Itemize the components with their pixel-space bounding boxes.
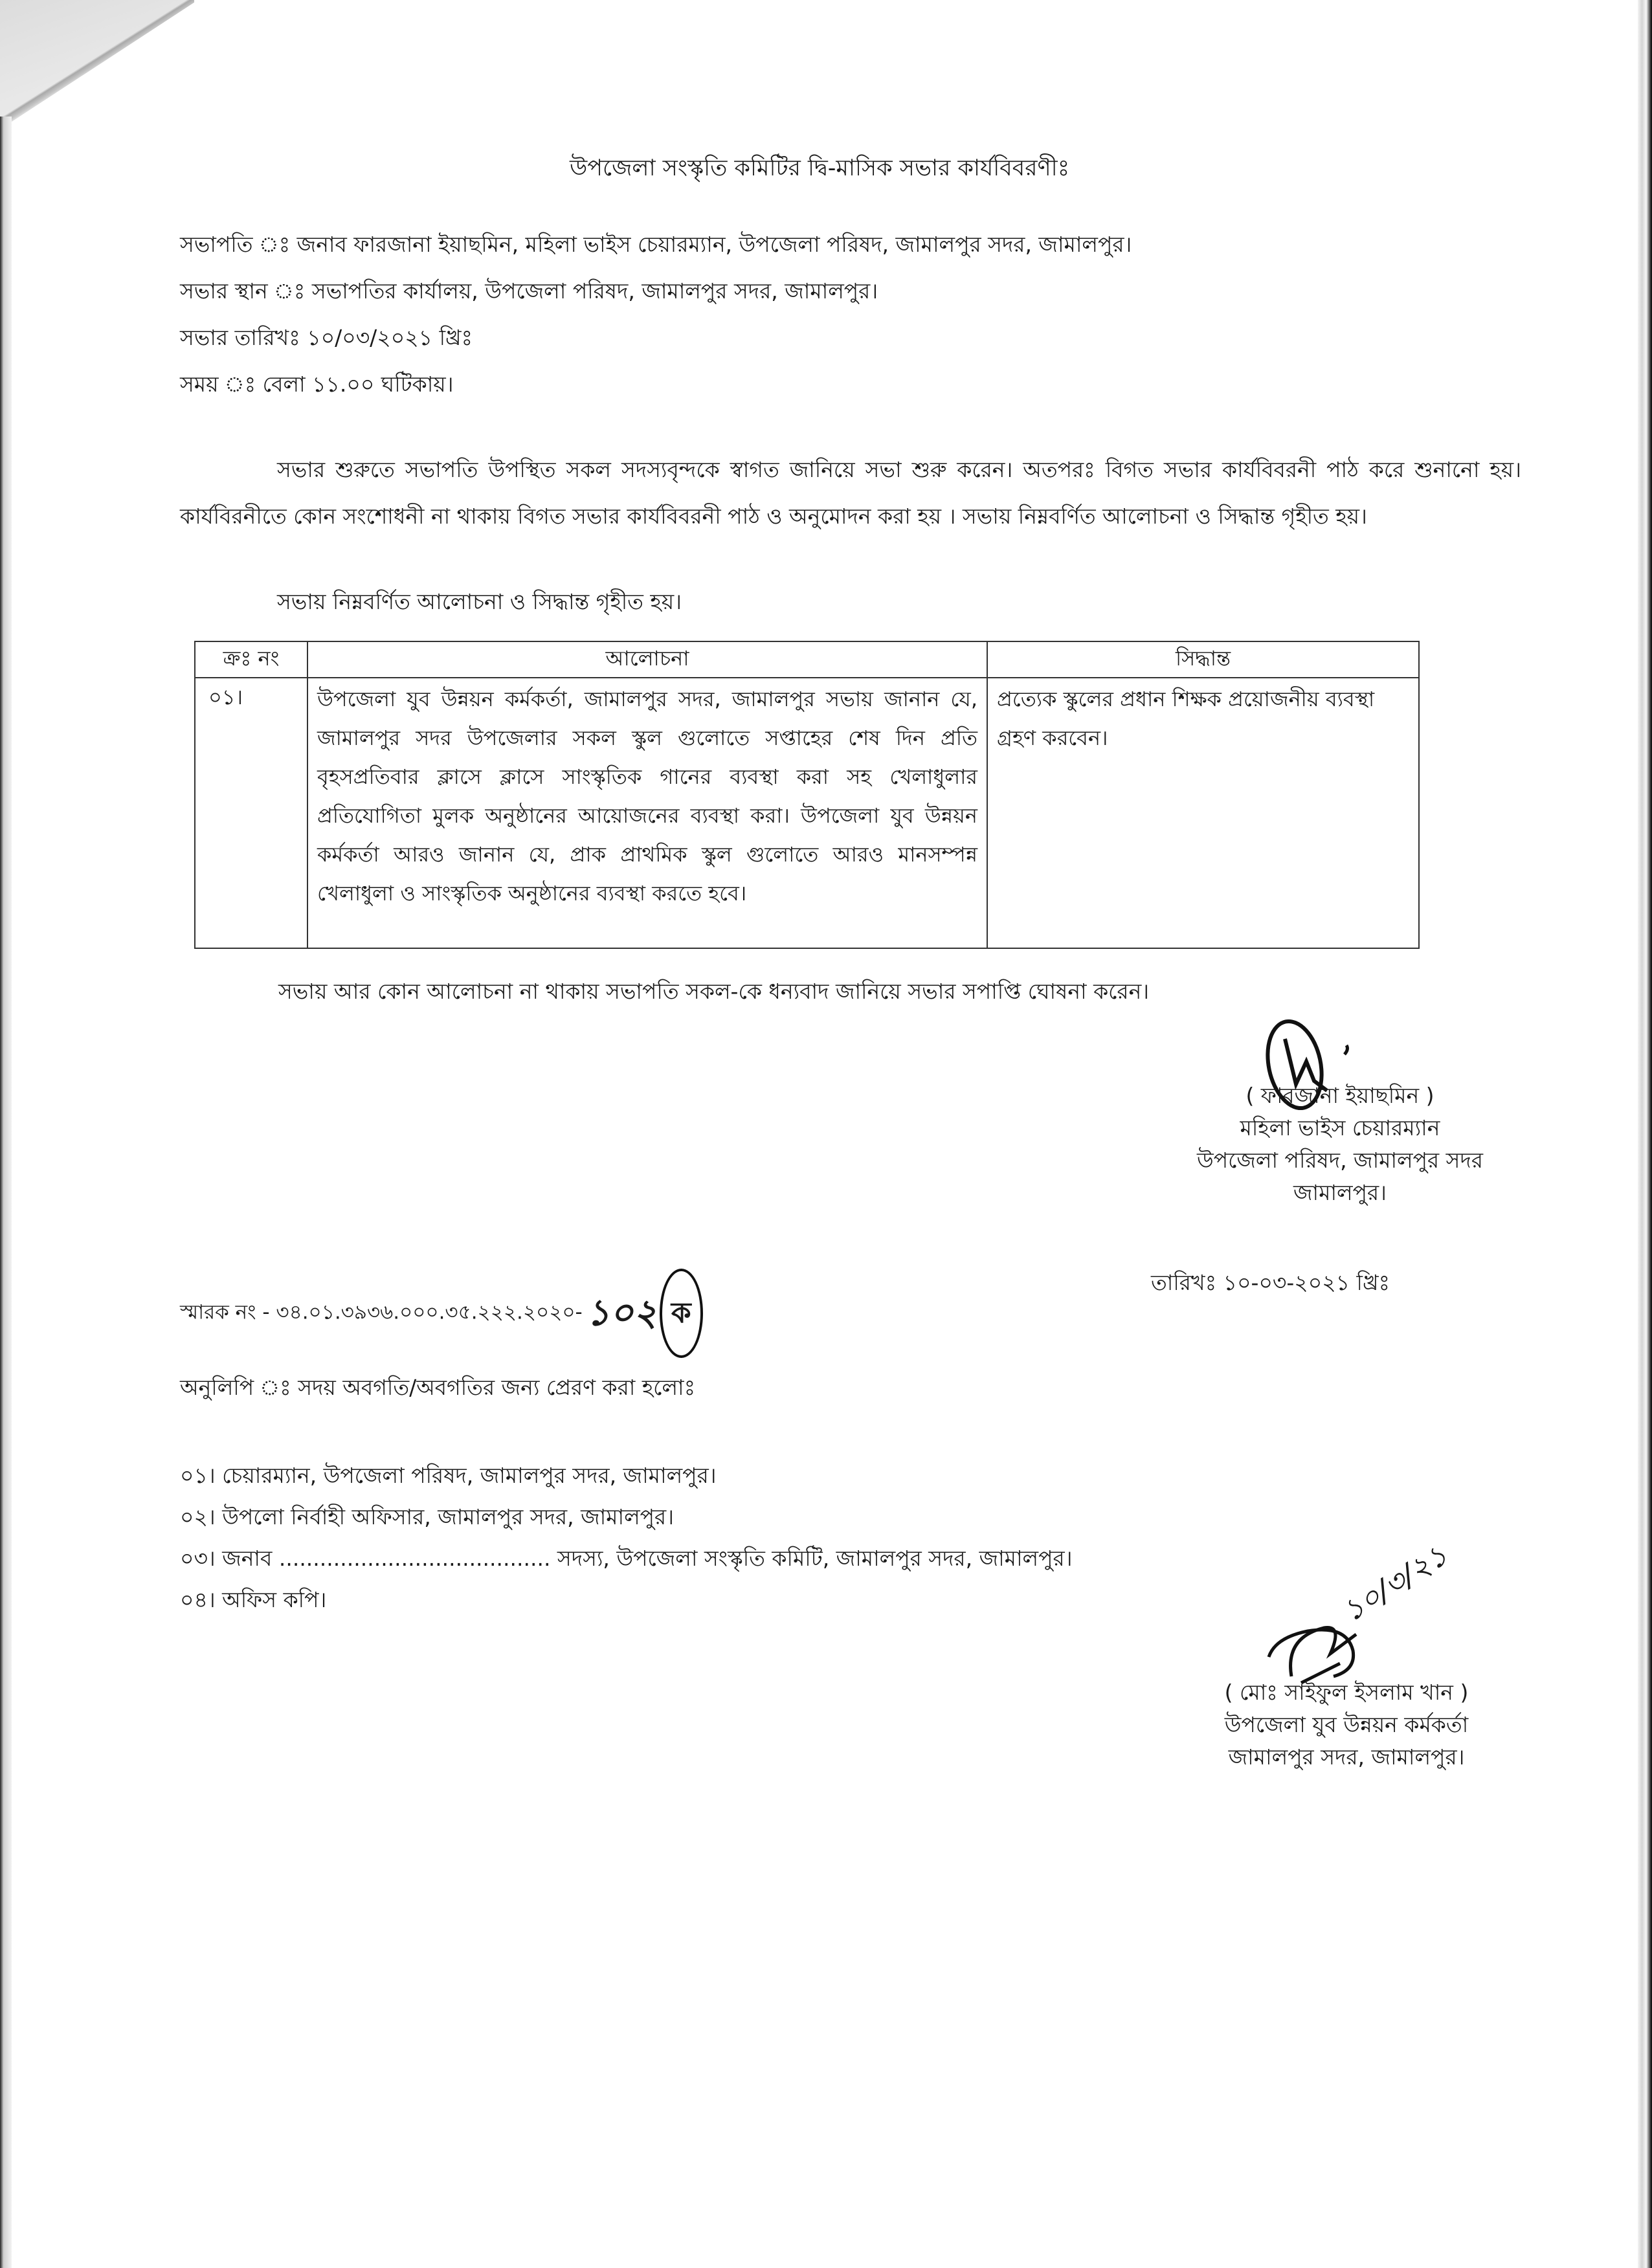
copies-heading: অনুলিপি ঃ সদয় অবগতি/অবগতির জন্য প্রেরণ করা হলোঃ [180,1375,696,1400]
meeting-chair: সভাপতি ঃ জনাব ফারজানা ইয়াছমিন, মহিলা ভাইস চেয়ারম্যান, উপজেলা পরিষদ, জামালপুর সদর, জামালপুর। [180,232,1132,257]
signatory-2-name: ( মোঃ সাইফুল ইসলাম খান ) [1224,1680,1469,1705]
memo-handwritten-suffix: ক [660,1269,703,1358]
signatory-1-block [1159,1080,1521,1209]
row-decision: প্রত্যেক স্কুলের প্রধান শিক্ষক প্রয়োজনীয় ব্যবস্থা গ্রহণ করবেন। [987,678,1419,948]
copy-item: ০১। চেয়ারম্যান, উপজেলা পরিষদ, জামালপুর সদর, জামালপুর। [180,1463,717,1488]
closing-statement: সভায় আর কোন আলোচনা না থাকায় সভাপতি সকল-কে ধন্যবাদ জানিয়ে সভার সপাপ্তি ঘোষনা করেন। [278,979,1150,1004]
signatory-1-name: ( ফারজানা ইয়াছমিন ) [1245,1083,1434,1108]
intro-paragraph-2: সভায় নিম্নবর্ণিত আলোচনা ও সিদ্ধান্ত গৃহীত হয়। [277,589,682,614]
memo-handwritten-number: ১০২ [586,1292,657,1334]
document-title: উপজেলা সংস্কৃতি কমিটির দ্বি-মাসিক সভার কার্যবিবরণীঃ [570,155,1070,181]
signature-2-handwritten-date: ১০/৩/২১ [1336,1537,1454,1629]
row-serial: ০১। [195,678,307,948]
meeting-time: সময় ঃ বেলা ১১.০০ ঘটিকায়। [180,372,454,397]
header-decision: সিদ্ধান্ত [987,641,1419,678]
intro-paragraph: সভার শুরুতে সভাপতি উপস্থিত সকল সদস্যবৃন্দকে স্বাগত জানিয়ে সভা শুরু করেন। অতপরঃ বিগত সভার কার্যবিবরনী পাঠ করে শুনানো হয়। কার্যবিরনীতে কোন সংশোধনী না থাকায় বিগত সভার কার্যবিবরনী পাঠ ও অনুমোদন করা হয় । সভায় নিম্নবর্ণিত আলোচনা ও সিদ্ধান্ত গৃহীত হয়। [180,457,1521,529]
table-row [195,678,1419,948]
header-serial: ক্রঃ নং [195,641,307,678]
scan-edge-left [0,117,12,2268]
copy-item: ০৪। অফিস কপি। [180,1587,327,1612]
memo-number [180,1269,703,1358]
memo-date: তারিখঃ ১০-০৩-২০২১ খ্রিঃ [1151,1270,1390,1295]
copy-item: ০২। উপলো নির্বাহী অফিসার, জামালপুর সদর, জামালপুর। [180,1504,675,1529]
signatory-1-office: উপজেলা পরিষদ, জামালপুর সদর [1197,1148,1483,1173]
scan-edge-right [1638,0,1652,2268]
minutes-table [194,641,1420,949]
meeting-date: সভার তারিখঃ ১০/০৩/২০২১ খ্রিঃ [180,325,473,350]
corner-crease [0,0,194,123]
signatory-1-designation: মহিলা ভাইস চেয়ারম্যান [1240,1115,1440,1140]
table-header-row [195,641,1419,678]
meeting-venue: সভার স্থান ঃ সভাপতির কার্যালয়, উপজেলা পরিষদ, জামালপুর সদর, জামালপুর। [180,278,878,304]
signatory-2-designation: উপজেলা যুব উন্নয়ন কর্মকর্তা [1224,1712,1469,1737]
row-discussion: উপজেলা যুব উন্নয়ন কর্মকর্তা, জামালপুর সদর, জামালপুর সভায় জানান যে, জামালপুর সদর উপজেলার সকল স্কুল গুলোতে সপ্তাহের শেষ দিন প্রতি বৃহসপ্রতিবার ক্লাসে ক্লাসে সাংস্কৃতিক গানের ব্যবস্থা করা সহ খেলাধুলার প্রতিযোগিতা মুলক অনুষ্ঠানের আয়োজনের ব্যবস্থা করা। উপজেলা যুব উন্নয়ন কর্মকর্তা আরও জানান যে, প্রাক প্রাথমিক স্কুল গুলোতে আরও মানসম্পন্ন খেলাধুলা ও সাংস্কৃতিক অনুষ্ঠানের ব্যবস্থা করতে হবে। [307,678,987,948]
signatory-2-block [1178,1676,1515,1773]
signatory-2-place: জামালপুর সদর, জামালপুর। [1228,1744,1465,1770]
header-discussion: আলোচনা [307,641,987,678]
signatory-1-place: জামালপুর। [1293,1180,1387,1205]
memo-number-prefix: স্মারক নং - ৩৪.০১.৩৯৩৬.০০০.৩৫.২২২.২০২০- [180,1300,583,1324]
copy-item: ০৩। জনাব ........................................ সদস্য, উপজেলা সংস্কৃতি কমিটি, জামালপুর সদর, জামালপুর। [180,1546,1073,1571]
